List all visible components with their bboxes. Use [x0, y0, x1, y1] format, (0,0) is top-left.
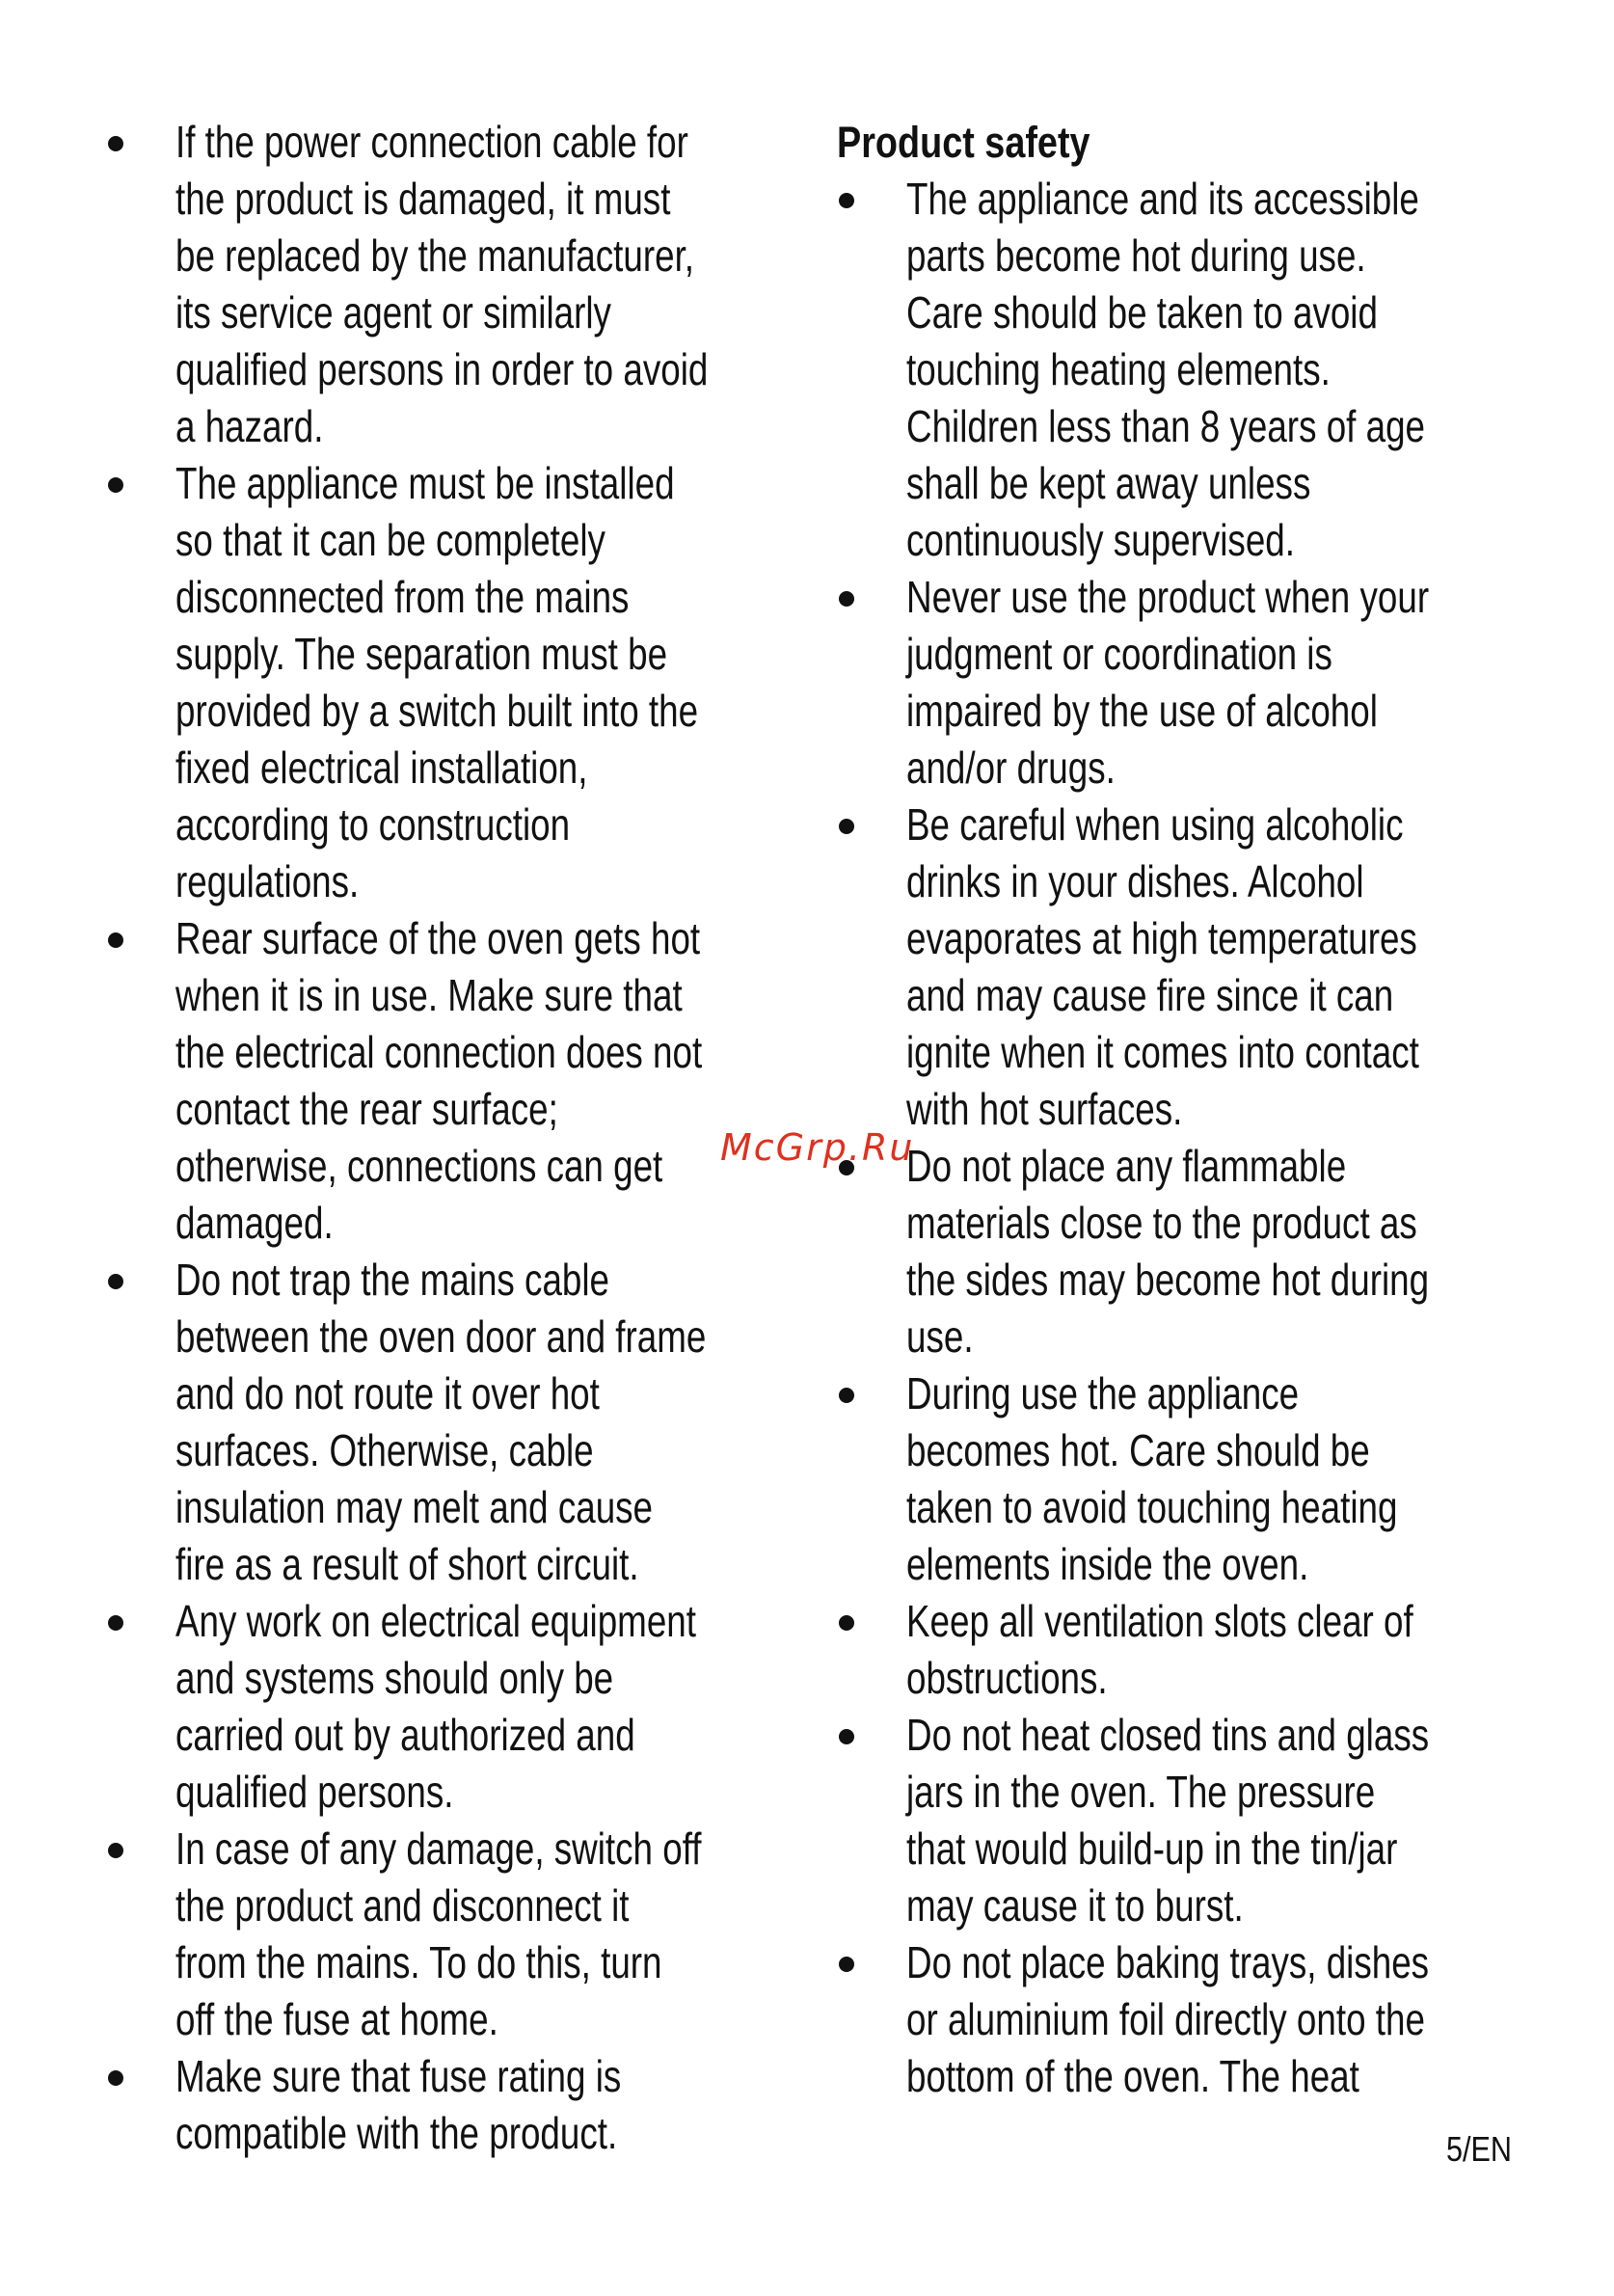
section-heading-product-safety: Product safety: [837, 118, 1090, 167]
bullet-text-line: otherwise, connections can get: [175, 1141, 663, 1191]
bullet-text-line: parts become hot during use.: [906, 230, 1366, 281]
bullet-item: [837, 1934, 1531, 2105]
bullet-text-line: compatible with the product.: [175, 2108, 618, 2158]
bullet-item: [837, 1593, 1531, 1707]
bullet-text-line: its service agent or similarly: [175, 287, 611, 338]
bullet-item: [106, 1821, 800, 2048]
bullet-text-line: judgment or coordination is: [906, 629, 1332, 679]
bullet-item: [106, 2048, 800, 2162]
bullet-item: [837, 1365, 1531, 1593]
left-column: [106, 114, 800, 2162]
bullet-dot-icon: [839, 819, 854, 834]
bullet-text-line: contact the rear surface;: [175, 1084, 558, 1134]
bullet-text-line: Rear surface of the oven gets hot: [175, 913, 701, 963]
bullet-item: [837, 1138, 1531, 1365]
bullet-item: [837, 797, 1531, 1138]
bullet-text-line: Make sure that fuse rating is: [175, 2051, 622, 2101]
bullet-text-line: carried out by authorized and: [175, 1710, 635, 1760]
right-bullet-list: [837, 171, 1531, 2105]
bullet-dot-icon: [108, 932, 123, 948]
bullet-text-line: from the mains. To do this, turn: [175, 1937, 662, 1987]
bullet-item: [106, 114, 800, 455]
bullet-item: [106, 910, 800, 1252]
bullet-text-line: so that it can be completely: [175, 515, 605, 565]
bullet-text-line: During use the appliance: [906, 1368, 1300, 1418]
bullet-text-line: provided by a switch built into the: [175, 686, 699, 736]
bullet-text-line: Do not heat closed tins and glass: [906, 1710, 1430, 1760]
bullet-text-line: evaporates at high temperatures: [906, 913, 1417, 963]
bullet-dot-icon: [108, 1843, 123, 1858]
bullet-dot-icon: [108, 1274, 123, 1289]
bullet-text-line: Do not place baking trays, dishes: [906, 1937, 1430, 1987]
bullet-text-line: between the oven door and frame: [175, 1311, 707, 1362]
bullet-text-line: according to construction: [175, 799, 571, 850]
bullet-text-line: the product and disconnect it: [175, 1880, 630, 1931]
bullet-dot-icon: [839, 591, 854, 607]
right-column: [837, 114, 1531, 2105]
bullet-dot-icon: [839, 1388, 854, 1403]
bullet-text-line: use.: [906, 1311, 974, 1362]
bullet-text-line: Do not trap the mains cable: [175, 1255, 610, 1305]
bullet-text-line: may cause it to burst.: [906, 1880, 1244, 1931]
bullet-text-line: fixed electrical installation,: [175, 743, 588, 793]
bullet-text-line: elements inside the oven.: [906, 1539, 1309, 1589]
bullet-text-line: qualified persons.: [175, 1767, 454, 1817]
bullet-text-line: and systems should only be: [175, 1653, 614, 1703]
bullet-text-line: obstructions.: [906, 1653, 1108, 1703]
bullet-text-line: The appliance and its accessible: [906, 174, 1419, 224]
bullet-dot-icon: [108, 2070, 123, 2086]
bullet-text-line: supply. The separation must be: [175, 629, 668, 679]
watermark-text: McGrp.Ru: [720, 1126, 915, 1169]
bullet-text-line: drinks in your dishes. Alcohol: [906, 856, 1364, 906]
bullet-text-line: a hazard.: [175, 401, 324, 451]
bullet-item: [837, 569, 1531, 797]
bullet-text-line: impaired by the use of alcohol: [906, 686, 1378, 736]
bullet-text-line: Children less than 8 years of age: [906, 401, 1426, 451]
bullet-text-line: the sides may become hot during: [906, 1255, 1430, 1305]
bullet-dot-icon: [839, 1957, 854, 1972]
bullet-text-line: off the fuse at home.: [175, 1994, 498, 2044]
bullet-text-line: The appliance must be installed: [175, 458, 675, 508]
bullet-text-line: damaged.: [175, 1198, 334, 1248]
bullet-text-line: Any work on electrical equipment: [175, 1596, 696, 1646]
bullet-text-line: Care should be taken to avoid: [906, 287, 1378, 338]
bullet-item: [106, 1593, 800, 1821]
bullet-dot-icon: [839, 1615, 854, 1631]
bullet-text-line: shall be kept away unless: [906, 458, 1311, 508]
bullet-text-line: Keep all ventilation slots clear of: [906, 1596, 1413, 1646]
bullet-text-line: jars in the oven. The pressure: [906, 1767, 1376, 1817]
bullet-dot-icon: [108, 477, 123, 493]
bullet-dot-icon: [108, 1615, 123, 1631]
bullet-text-line: the product is damaged, it must: [175, 174, 671, 224]
bullet-text-line: taken to avoid touching heating: [906, 1482, 1398, 1532]
left-bullet-list: [106, 114, 800, 2162]
bullet-text-line: when it is in use. Make sure that: [175, 970, 683, 1020]
bullet-text-line: bottom of the oven. The heat: [906, 2051, 1359, 2101]
bullet-text-line: Be careful when using alcoholic: [906, 799, 1404, 850]
bullet-text-line: materials close to the product as: [906, 1198, 1417, 1248]
bullet-text-line: and may cause fire since it can: [906, 970, 1394, 1020]
bullet-item: [106, 455, 800, 910]
bullet-text-line: touching heating elements.: [906, 344, 1331, 394]
bullet-text-line: becomes hot. Care should be: [906, 1425, 1370, 1475]
bullet-text-line: and do not route it over hot: [175, 1368, 600, 1418]
bullet-text-line: regulations.: [175, 856, 360, 906]
bullet-item: [837, 171, 1531, 569]
bullet-text-line: In case of any damage, switch off: [175, 1823, 702, 1874]
bullet-text-line: or aluminium foil directly onto the: [906, 1994, 1425, 2044]
bullet-text-line: and/or drugs.: [906, 743, 1116, 793]
bullet-text-line: qualified persons in order to avoid: [175, 344, 709, 394]
bullet-text-line: Never use the product when your: [906, 572, 1430, 622]
bullet-text-line: that would build-up in the tin/jar: [906, 1823, 1398, 1874]
bullet-text-line: Do not place any flammable: [906, 1141, 1347, 1191]
bullet-item: [106, 1252, 800, 1593]
page-number: 5/EN: [1446, 2129, 1513, 2169]
bullet-text-line: be replaced by the manufacturer,: [175, 230, 695, 281]
bullet-text-line: continuously supervised.: [906, 515, 1295, 565]
bullet-text-line: ignite when it comes into contact: [906, 1027, 1419, 1077]
bullet-text-line: surfaces. Otherwise, cable: [175, 1425, 594, 1475]
bullet-text-line: insulation may melt and cause: [175, 1482, 654, 1532]
bullet-item: [837, 1707, 1531, 1934]
bullet-text-line: If the power connection cable for: [175, 117, 688, 167]
bullet-dot-icon: [839, 193, 854, 208]
bullet-text-line: disconnected from the mains: [175, 572, 630, 622]
bullet-dot-icon: [839, 1729, 854, 1744]
bullet-dot-icon: [108, 136, 123, 151]
bullet-text-line: fire as a result of short circuit.: [175, 1539, 639, 1589]
bullet-text-line: with hot surfaces.: [906, 1084, 1183, 1134]
bullet-text-line: the electrical connection does not: [175, 1027, 703, 1077]
